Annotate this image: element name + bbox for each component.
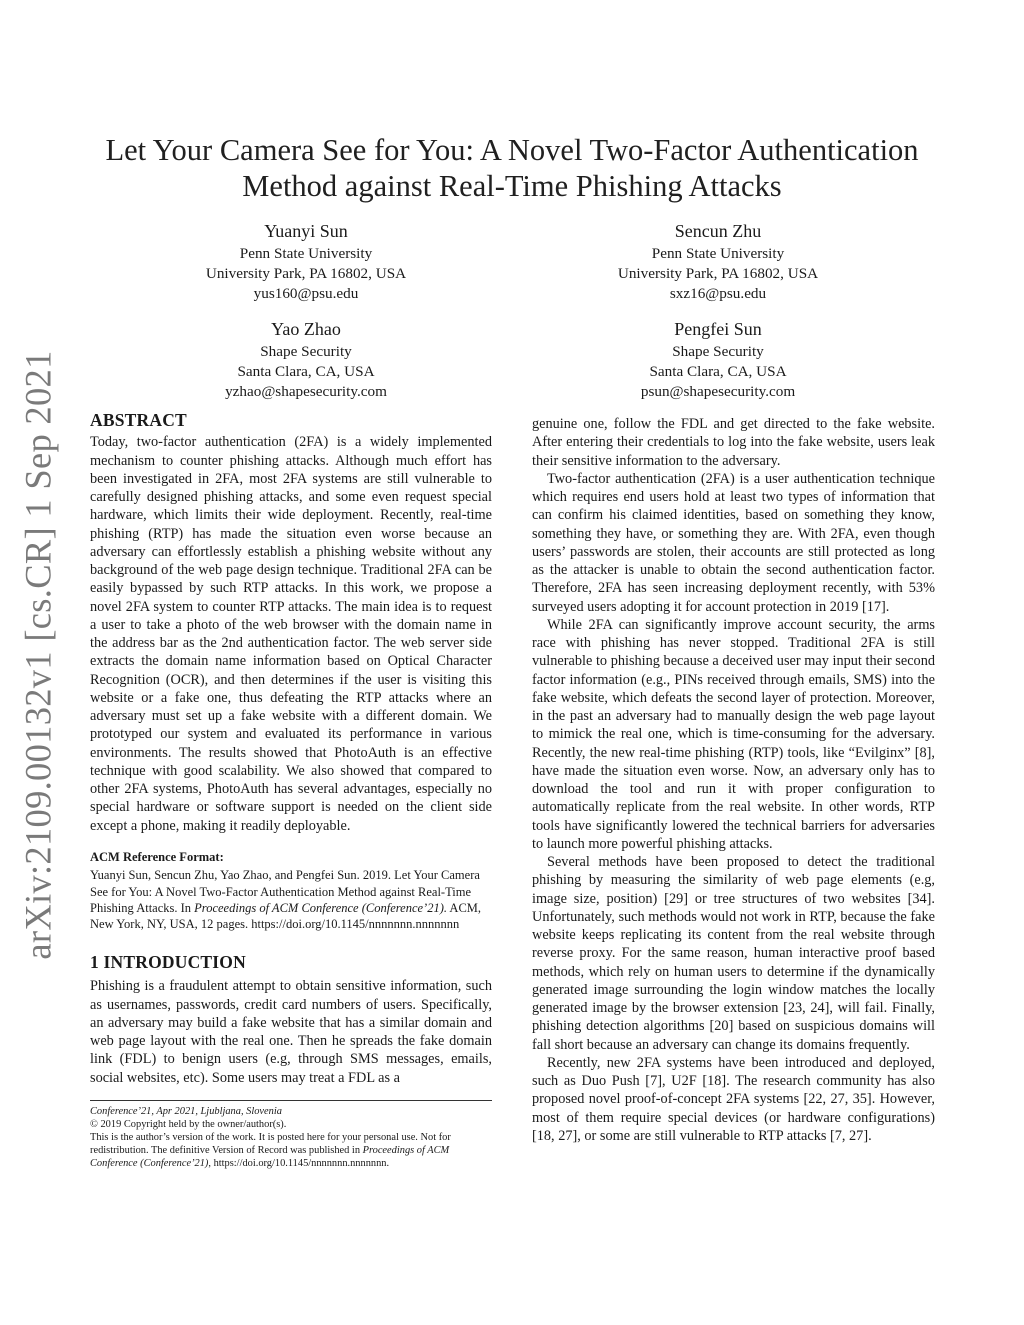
intro-paragraph-2: Two-factor authentication (2FA) is a user authentication technique which requires end users hold at least two types of information that can confirm his claimed identities, based on something they know, something they have, or something they are. With 2FA, even though users’ passwords are stolen, their accounts are still protected as long as the attacker is unable to obtain the second authentication factor. Therefore, 2FA has seen increasing deployment recently, with 53% surveyed users adopting it for account protection in 2019 [17]. xyxy=(532,470,935,615)
acm-reference-heading: ACM Reference Format: xyxy=(90,850,224,864)
acm-reference-details: ACM, New York, NY, USA, 12 pages. https://doi.org/10.1145/nnnnnnn.nnnnnnn xyxy=(90,900,482,931)
author-affiliation: Penn State University xyxy=(239,245,373,262)
paper-title xyxy=(0,132,1024,204)
intro-paragraph-1: Phishing is a fraudulent attempt to obtain sensitive information, such as usernames, passwords, credit card numbers of users. Specifically, an adversary may build a fake website that has a similar domain and web page layout with the real one. Then he spreads the fake domain link (FDL) to benign users (e.g, through SMS messages, emails, social websites, etc). Some users may treat a FDL as a xyxy=(90,978,492,1086)
arxiv-identifier: arXiv:2109.00132v1 [cs.CR] 1 Sep 2021 xyxy=(17,350,59,960)
author-location: University Park, PA 16802, USA xyxy=(205,265,407,282)
introduction-heading: 1 INTRODUCTION xyxy=(90,952,246,972)
author-location: Santa Clara, CA, USA xyxy=(237,363,375,380)
author-email: sxz16@psu.edu xyxy=(669,285,767,302)
footnote-notice-doi: , https://doi.org/10.1145/nnnnnnn.nnnnnnn. xyxy=(208,1158,390,1169)
author-email: yzhao@shapesecurity.com xyxy=(225,383,387,400)
author-name: Pengfei Sun xyxy=(674,319,762,339)
author-block-2 xyxy=(548,219,888,304)
introduction-section xyxy=(90,953,492,1087)
title-line-2: Method against Real-Time Phishing Attacks xyxy=(242,169,782,203)
arxiv-stamp xyxy=(17,350,59,960)
intro-paragraph-3: While 2FA can significantly improve account security, the arms race with phishing has never stopped. Traditional 2FA is still vulnerable to phishing because a deceived user may input their second factor information (e.g., PINs received through emails, SMS) into the fake website, which defeats the second layer of protection. Moreover, in the past an adversary had to manually design the web page layout to mimick the real one, which is time-consuming for the adversary. Recently, the new real-time phishing (RTP) tools, like “Evilginx” [8], have made the situation even worse. Now, an adversary only has to download the tool and run it with proper configuration to automatically replicate from the real website. In other words, RTP tools have significantly lowered the technical barriers for adversaries to launch more powerful phishing attacks. xyxy=(532,616,935,852)
acm-reference-venue: Proceedings of ACM Conference (Conference’21). xyxy=(194,900,447,915)
author-name: Yuanyi Sun xyxy=(264,221,348,241)
footnote xyxy=(90,1105,495,1170)
abstract-heading: ABSTRACT xyxy=(90,410,187,430)
title-line-1: Let Your Camera See for You: A Novel Two-Factor Authentication xyxy=(105,133,919,167)
author-location: University Park, PA 16802, USA xyxy=(617,265,819,282)
author-affiliation: Shape Security xyxy=(672,343,764,360)
footnote-copyright: © 2019 Copyright held by the owner/author(s). xyxy=(90,1119,287,1130)
intro-paragraph-5: Recently, new 2FA systems have been introduced and deployed, such as Duo Push [7], U2F [18]. The research community has also proposed novel proof-of-concept 2FA systems [22, 27, 35]. However, most of them require special devices (or hardware configurations) [18, 27], or some are still vulnerable to RTP attacks [7, 27]. xyxy=(532,1054,935,1144)
intro-paragraph-1-continued: genuine one, follow the FDL and get directed to the fake website. After entering their credentials to log into the fake website, users leak their sensitive information to the adversary. xyxy=(532,416,935,469)
author-name: Sencun Zhu xyxy=(674,221,762,241)
acm-reference-section xyxy=(90,849,492,932)
author-block-3 xyxy=(136,317,476,402)
author-email: psun@shapesecurity.com xyxy=(640,383,796,400)
abstract-section xyxy=(90,411,492,835)
footnote-rule xyxy=(90,1100,492,1101)
author-affiliation: Shape Security xyxy=(260,343,352,360)
abstract-text: Today, two-factor authentication (2FA) is a widely implemented mechanism to counter phishing attacks. Although much effort has been investigated in 2FA, most 2FA systems are still vulnerable to carefully designed phishing attacks, and some even request special hardware, which limits their wide deployment. Recently, real-time phishing (RTP) has made the situation even worse because an adversary can effortlessly establish a phishing website without any background of the web page design technique. Traditional 2FA can be easily bypassed by such RTP attacks. In this work, we propose a novel 2FA system to counter RTP attacks. The main idea is to request a user to take a photo of the web browser with the domain name in the address bar as the 2nd authentication factor. The web server side extracts the domain name information based on Optical Character Recognition (OCR), and then determines if the user is visiting this website or a fake one, thus defeating the RTP attacks where an adversary must set up a fake website with a different domain. We prototyped our system and evaluated its performance in various environments. The results showed that PhotoAuth is an effective technique with good scalability. We also showed that compared to other 2FA systems, PhotoAuth has several advantages, especially no special hardware or software support is needed on the client side except a phone, making it readily deployable. xyxy=(90,434,492,834)
footnote-notice xyxy=(90,1131,495,1170)
footnote-notice-venue: Proceedings of ACM Conference (Conference’21) xyxy=(90,1145,450,1169)
right-column xyxy=(532,415,935,1145)
author-location: Santa Clara, CA, USA xyxy=(649,363,787,380)
author-block-1 xyxy=(136,219,476,304)
acm-reference-authors: Yuanyi Sun, Sencun Zhu, Yao Zhao, and Pengfei Sun. 2019. Let Your Camera See for You: A Novel Two-Factor Authentication Method against Real-Time Phishing Attacks. In xyxy=(90,868,480,915)
author-block-4 xyxy=(548,317,888,402)
author-email: yus160@psu.edu xyxy=(253,285,359,302)
author-name: Yao Zhao xyxy=(271,319,341,339)
footnote-venue: Conference’21, Apr 2021, Ljubljana, Slovenia xyxy=(90,1106,282,1117)
author-affiliation: Penn State University xyxy=(651,245,785,262)
intro-paragraph-4: Several methods have been proposed to detect the traditional phishing by measuring the similarity of web page elements (e.g, image size, position) [29] or tree structures of two websites [34]. Unfortunately, such methods would not work in RTP, because the fake website keeps replicating its content from the real website through reverse proxy. For the same reason, human interactive proof based methods, which rely on human users to determine if the dynamically generated image surrounding the login window matches the locally generated image by the browser extension [23, 24], will fail. Finally, phishing detection algorithms [20] based on suspicious domains will fall short because an adversary can change its domains frequently. xyxy=(532,854,935,1053)
acm-reference-text xyxy=(90,867,492,932)
footnote-notice-text: This is the author’s version of the work. It is posted here for your personal use. Not for redistribution. The definitive Version of Record was published in xyxy=(90,1132,451,1156)
